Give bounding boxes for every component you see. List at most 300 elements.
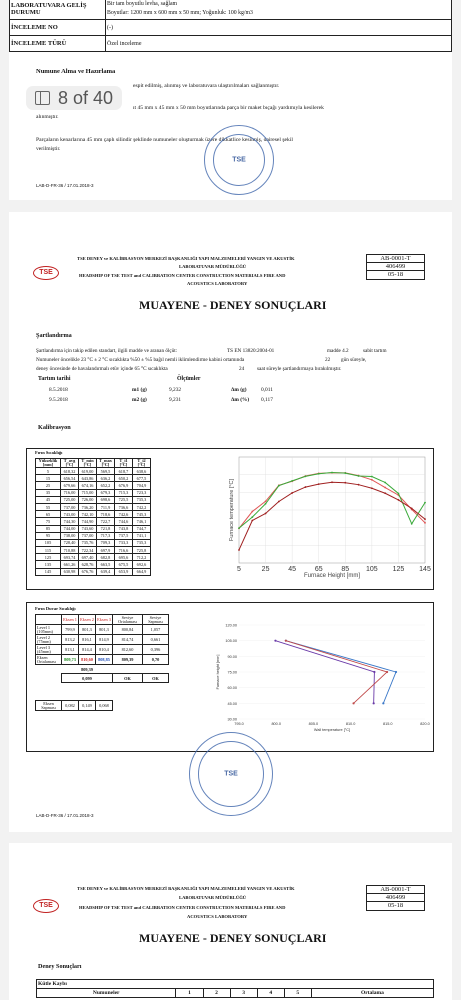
table-cell: 25 xyxy=(36,482,61,489)
y-tick-label: 75.00 xyxy=(227,670,237,675)
table-cell: 712,2 xyxy=(133,554,151,561)
tse-logo: TSE xyxy=(33,266,59,280)
table-cell: 809,39 xyxy=(113,655,143,665)
table-row xyxy=(36,532,151,539)
table-row xyxy=(36,482,151,489)
data-point xyxy=(285,640,287,642)
table-row xyxy=(36,503,151,510)
overall-average: 809,39 xyxy=(81,666,93,672)
data-point xyxy=(424,518,426,520)
table-cell: 813,1 xyxy=(62,645,79,655)
data-point xyxy=(331,481,333,483)
table-cell: 5 xyxy=(36,468,61,475)
ok-mark: OK xyxy=(143,674,169,683)
x-tick-label: 45 xyxy=(288,566,297,573)
x-tick-label: 5 xyxy=(237,566,241,573)
table-row xyxy=(36,511,151,518)
data-point xyxy=(358,475,360,477)
table-cell: 682,8 xyxy=(97,554,115,561)
table-row xyxy=(36,475,151,482)
table-cell: 715,3 xyxy=(115,489,133,496)
document-page-2 xyxy=(9,212,452,832)
table-cell: 801,3 xyxy=(79,625,96,635)
table-cell: 0,661 xyxy=(143,635,169,645)
data-point xyxy=(344,472,346,474)
table-cell: 816,1 xyxy=(79,635,96,645)
table-cell: 663,5 xyxy=(97,561,115,568)
days-value: 22 xyxy=(325,357,331,363)
column-header: Yükseklik [mm] xyxy=(36,459,61,468)
weighing-date: 8.5.2018 xyxy=(49,387,68,393)
section-heading: Deney Sonuçları xyxy=(38,963,82,970)
data-point xyxy=(318,483,320,485)
table-cell: 735,3 xyxy=(133,539,151,546)
table-cell: 676,76 xyxy=(79,568,97,575)
paragraph: Şartlandırma için takip edilen standart, ilgili madde ve aranan ölçüt: xyxy=(36,348,178,354)
data-point xyxy=(358,484,360,486)
data-point xyxy=(371,487,373,489)
page-title: MUAYENE - DENEY SONUÇLARI xyxy=(139,931,327,945)
table-cell: 737,00 xyxy=(79,532,97,539)
table-cell: 715,00 xyxy=(79,489,97,496)
x-tick-label: 805.0 xyxy=(308,722,319,726)
column-header: T_i1 [°C] xyxy=(115,459,133,468)
table-cell: 722,7 xyxy=(97,518,115,525)
header-line: LABORATUVAR MÜDÜRLÜĞÜ xyxy=(179,895,247,900)
table-cell: 679,3 xyxy=(97,489,115,496)
data-point xyxy=(251,511,253,513)
header-line: TSE DENEY ve KALİBRASYON MERKEZİ BAŞKANLIĞI YAPI MALZEMELERİ YANGIN VE AKUSTİK xyxy=(77,886,295,891)
x-tick-label: 125 xyxy=(392,566,405,573)
x-tick-label: 65 xyxy=(314,566,323,573)
table-cell: 742,2 xyxy=(133,503,151,510)
furnace-temp-block xyxy=(26,448,434,590)
table-cell: 0,149 xyxy=(79,701,96,711)
table-cell: 65 xyxy=(36,511,61,518)
table-cell: 744,30 xyxy=(61,518,79,525)
table-cell: 643,86 xyxy=(79,475,97,482)
data-point xyxy=(382,702,384,704)
paragraph: ıt 45 mm x 45 mm x 50 mm boyutlarında parça bir maket bıçağı yardımıyla kesilerek xyxy=(133,105,324,111)
row-label: Level 2 (75mm) xyxy=(36,635,62,645)
data-point xyxy=(344,482,346,484)
table-cell: 653,9 xyxy=(115,568,133,575)
table-cell: 800,84 xyxy=(113,625,143,635)
table-cell: 812,60 xyxy=(113,645,143,655)
table-cell: 125 xyxy=(36,554,61,561)
x-tick-label: 810.0 xyxy=(345,722,356,726)
data-point xyxy=(291,492,293,494)
table-cell: 737,5 xyxy=(115,532,133,539)
wall-temp-block xyxy=(26,602,434,752)
data-point xyxy=(305,475,307,477)
row-label: Eksen Sapması xyxy=(36,701,62,711)
row-label: Level 3 (45mm) xyxy=(36,645,62,655)
table-row xyxy=(36,568,151,575)
table-cell: 85 xyxy=(36,525,61,532)
document-number: 406499 xyxy=(367,263,424,271)
column-header: 4 xyxy=(257,989,284,998)
clause-ref: madde 4.2 xyxy=(327,348,349,354)
table-cell: 738,00 xyxy=(61,532,79,539)
table-cell: 709,3 xyxy=(97,539,115,546)
y-tick-label: 45.00 xyxy=(227,701,237,706)
document-code: AB-0001-T xyxy=(367,886,424,894)
document-code-box xyxy=(366,885,425,911)
info-value: (-) xyxy=(106,20,452,36)
table-cell: 676,9 xyxy=(115,482,133,489)
table-cell: 638,6 xyxy=(133,468,151,475)
measurements-label: Ölçümler xyxy=(177,376,201,382)
table-cell: 728,40 xyxy=(61,539,79,546)
table-cell: 674,16 xyxy=(79,482,97,489)
table-cell: 618,32 xyxy=(61,468,79,475)
section-heading: Numune Alma ve Hazırlama xyxy=(36,68,116,75)
page-counter-badge xyxy=(26,86,122,110)
table-cell: 679,66 xyxy=(61,482,79,489)
table-cell: 733,3 xyxy=(115,539,133,546)
header-line: LABORATUVAR MÜDÜRLÜĞÜ xyxy=(179,264,247,269)
column-header: Numuneler xyxy=(37,989,176,998)
paragraph: Numuneler öncelikle 23 °C ± 2 °C sıcaklıkta %50 ± %5 bağıl nemli iklimlendirme kabini ortamında xyxy=(36,357,245,363)
table-cell: 75 xyxy=(36,518,61,525)
section-heading: Şartlandırma xyxy=(36,332,72,339)
weighing-date: 9.5.2018 xyxy=(49,397,68,403)
table-cell: 814,4 xyxy=(79,645,96,655)
paragraph: deney öncesinde de havalandırmalı etüv içinde 65 °C sıcaklıkta xyxy=(36,366,168,372)
header-line: HEADSHIP OF TSE TEST and CALIBRATION CENTER CONSTRUCTION MATERIALS FIRE AND xyxy=(79,905,286,910)
column-header: Eksen 3 xyxy=(96,615,113,625)
y-tick-label: 60.00 xyxy=(227,686,237,691)
data-point xyxy=(265,513,267,515)
paragraph: sabit tartım xyxy=(363,348,387,354)
table-cell: 664,9 xyxy=(133,568,151,575)
table-cell: 746,1 xyxy=(133,518,151,525)
header-line: TSE DENEY ve KALİBRASYON MERKEZİ BAŞKANLIĞI YAPI MALZEMELERİ YANGIN VE AKUSTİK xyxy=(77,256,295,261)
furnace-temp-table xyxy=(35,458,151,576)
ok-mark: OK xyxy=(113,674,143,683)
table-cell: 95 xyxy=(36,532,61,539)
table-cell: 652,2 xyxy=(97,482,115,489)
table-cell: 742,10 xyxy=(79,511,97,518)
table-cell: 692,6 xyxy=(133,561,151,568)
paragraph: verilmiştir. xyxy=(36,146,61,152)
document-revision: 05-18 xyxy=(387,902,404,909)
data-point xyxy=(411,508,413,510)
table-cell: 697,40 xyxy=(79,554,97,561)
column-header: T_i2 [°C] xyxy=(133,459,151,468)
data-point xyxy=(424,522,426,524)
y-tick-label: 120.00 xyxy=(225,623,237,628)
table-cell: 814,74 xyxy=(113,635,143,645)
table-cell: 735,76 xyxy=(79,539,97,546)
y-tick-label: 90.00 xyxy=(227,654,237,659)
hours-value: 24 xyxy=(239,366,245,372)
column-header: 3 xyxy=(230,989,257,998)
header-line: HEADSHIP OF TSE TEST and CALIBRATION CENTER CONSTRUCTION MATERIALS FIRE AND xyxy=(79,273,286,278)
data-point xyxy=(386,671,388,673)
wall-temp-chart xyxy=(211,621,433,733)
y-tick-label: 105.00 xyxy=(225,639,237,644)
data-point xyxy=(398,499,400,501)
table-title: Fırın Duvar Sıcaklığı xyxy=(35,606,76,611)
table-cell: 809,73 xyxy=(62,655,79,665)
table-cell: 115 xyxy=(36,547,61,554)
column-header: T_min [°C] xyxy=(79,459,97,468)
page-icon xyxy=(35,91,50,105)
data-point xyxy=(274,640,276,642)
table-cell: 735,3 xyxy=(133,496,151,503)
table-cell: 716,6 xyxy=(115,547,133,554)
table-cell: 695,6 xyxy=(115,554,133,561)
table-cell: 741,1 xyxy=(133,532,151,539)
data-point xyxy=(278,485,280,487)
table-row xyxy=(36,625,169,635)
delta-label: Δm (g) xyxy=(231,387,247,393)
table-cell: 723,3 xyxy=(133,489,151,496)
column-header: 5 xyxy=(284,989,311,998)
table-cell: 619,00 xyxy=(79,468,97,475)
info-value: Özel inceleme xyxy=(106,36,452,52)
document-code-box xyxy=(366,254,425,280)
table-cell: 650,2 xyxy=(115,475,133,482)
table-cell: 639,4 xyxy=(97,568,115,575)
column-header: Seviye Sapması xyxy=(143,615,169,625)
weighing-date-label: Tartım tarihi xyxy=(38,376,71,382)
document-page-3 xyxy=(9,843,452,1000)
column-header: Eksen 1 xyxy=(62,615,79,625)
table-title: Fırın Sıcaklığı xyxy=(35,450,63,455)
table-row xyxy=(36,468,151,475)
mass-label: m1 (g) xyxy=(132,387,147,393)
table-cell: 726,00 xyxy=(79,496,97,503)
y-axis-label: Furnace height [mm] xyxy=(216,654,220,690)
wall-temp-table xyxy=(35,614,169,711)
data-point xyxy=(411,523,413,525)
table-cell: 716,00 xyxy=(61,489,79,496)
table-row xyxy=(36,645,169,655)
header-line: ACOUSTICS LABORATORY xyxy=(187,914,248,919)
data-point xyxy=(251,516,253,518)
table-cell: 45 xyxy=(36,496,61,503)
table-cell: 801,3 xyxy=(96,625,113,635)
data-point xyxy=(371,476,373,478)
mass-label: m2 (g) xyxy=(132,397,147,403)
table-cell: 15 xyxy=(36,475,61,482)
table-cell: 799,9 xyxy=(62,625,79,635)
x-tick-label: 800.0 xyxy=(271,722,281,726)
table-cell: 35 xyxy=(36,489,61,496)
data-point xyxy=(373,671,375,673)
info-value: Bir tam boyutlu levha, sağlam xyxy=(107,1,178,7)
standard-ref: TS EN 13820:2004-01 xyxy=(227,348,275,354)
x-tick-label: 105 xyxy=(366,566,378,573)
delta-value: 0,117 xyxy=(261,397,273,403)
table-cell: 737,00 xyxy=(61,503,79,510)
table-row xyxy=(36,635,169,645)
header-line: ACOUSTICS LABORATORY xyxy=(187,281,248,286)
table-cell: 810,60 xyxy=(79,655,96,665)
data-point xyxy=(265,500,267,502)
table-cell: 704,9 xyxy=(133,482,151,489)
y-axis-label: Furnace temperature [°C] xyxy=(229,478,235,542)
data-point xyxy=(424,502,426,504)
info-table xyxy=(9,0,452,52)
document-code: AB-0001-T xyxy=(367,255,424,263)
document-number: 406499 xyxy=(367,894,424,902)
table-row-label: LABORATUVARA GELİŞ DURUMU xyxy=(10,0,106,20)
page-counter-text: 8 of 40 xyxy=(58,87,114,108)
paragraph: alınmıştır. xyxy=(36,114,59,120)
stamp-seal: TSE xyxy=(189,732,273,816)
table-cell: 675,5 xyxy=(115,561,133,568)
table-cell: 717,3 xyxy=(97,532,115,539)
overall-deviation: 0,099 xyxy=(62,674,113,683)
document-revision: 05-18 xyxy=(387,271,404,278)
data-point xyxy=(238,527,240,529)
paragraph: Parçaların kenarlarına 45 mm çaplı silindir şeklinde numuneler oluşturmak üzere dikkatlice kesilmiş, dairesel şekil xyxy=(36,137,293,143)
page-footer: LAB-D-FR-36 / 17.01.2018-3 xyxy=(36,183,94,188)
x-tick-label: 795.0 xyxy=(234,722,244,726)
table-cell: 145 xyxy=(36,568,61,575)
table-cell: 711,9 xyxy=(97,503,115,510)
table-cell: 743,00 xyxy=(61,511,79,518)
table-title: Kütle Kaybı xyxy=(37,980,434,989)
table-row xyxy=(36,518,151,525)
data-point xyxy=(318,473,320,475)
table-cell: 693,74 xyxy=(61,554,79,561)
table-cell: 628,76 xyxy=(79,561,97,568)
table-cell: 736,6 xyxy=(115,503,133,510)
data-point xyxy=(265,503,267,505)
data-point xyxy=(278,501,280,503)
column-header: 2 xyxy=(203,989,230,998)
x-tick-label: 145 xyxy=(419,566,431,573)
column-header: Ortalama xyxy=(311,989,433,998)
table-cell: 718,6 xyxy=(97,511,115,518)
table-cell: 810,4 xyxy=(96,645,113,655)
table-cell: 636,2 xyxy=(97,475,115,482)
table-cell: 814,9 xyxy=(96,635,113,645)
data-point xyxy=(371,479,373,481)
table-row-label: İNCELEME TÜRÜ xyxy=(10,36,106,52)
table-cell: 0,068 xyxy=(96,701,113,711)
delta-label: Δm (%) xyxy=(231,397,250,403)
table-cell: 744,6 xyxy=(115,518,133,525)
table-row-label: İNCELEME NO xyxy=(10,20,106,36)
table-cell: 813,2 xyxy=(62,635,79,645)
data-point xyxy=(384,487,386,489)
column-header: 1 xyxy=(176,989,203,998)
table-cell: 744,00 xyxy=(61,525,79,532)
table-cell: 736,20 xyxy=(79,503,97,510)
table-cell: 677,5 xyxy=(133,475,151,482)
x-tick-label: 820.0 xyxy=(420,722,430,726)
x-tick-label: 815.0 xyxy=(383,722,393,726)
page-title: MUAYENE - DENEY SONUÇLARI xyxy=(139,298,327,312)
mass-value: 9,231 xyxy=(169,397,182,403)
column-header: Eksen 2 xyxy=(79,615,96,625)
table-cell: 744,90 xyxy=(79,518,97,525)
table-row xyxy=(36,554,151,561)
data-point xyxy=(384,492,386,494)
mass-value: 9,232 xyxy=(169,387,182,393)
data-point xyxy=(352,702,354,704)
table-cell: 55 xyxy=(36,503,61,510)
table-cell: 697,9 xyxy=(97,547,115,554)
furnace-temp-chart xyxy=(211,451,433,587)
table-cell: 630,98 xyxy=(61,568,79,575)
table-cell: 0,082 xyxy=(62,701,79,711)
table-row xyxy=(36,525,151,532)
table-row xyxy=(36,489,151,496)
table-row xyxy=(36,655,169,665)
table-cell: 721,8 xyxy=(97,525,115,532)
data-point xyxy=(291,480,293,482)
paragraph: gün süreyle, xyxy=(341,357,367,363)
table-cell: 618,7 xyxy=(115,468,133,475)
x-tick-label: 25 xyxy=(261,566,270,573)
tse-logo: TSE xyxy=(33,899,59,913)
table-row xyxy=(36,496,151,503)
table-row xyxy=(36,547,151,554)
table-row xyxy=(36,561,151,568)
data-point xyxy=(238,549,240,551)
table-cell: 722,34 xyxy=(79,547,97,554)
paragraph: espit edilmiş, alınmış ve laboratuvara ulaştırılmaları sağlanmıştır. xyxy=(133,83,280,89)
row-label: Level 1 (105mm) xyxy=(36,625,62,635)
section-heading: Kalibrasyon xyxy=(38,424,71,431)
info-value: Boyutlar: 1200 mm x 600 mm x 50 mm; Yoğunluk: 100 kg/m3 xyxy=(107,10,253,16)
table-cell: 698,6 xyxy=(97,496,115,503)
table-cell: 1,057 xyxy=(143,625,169,635)
table-cell: 0,70 xyxy=(143,655,169,665)
data-point xyxy=(331,472,333,474)
data-point xyxy=(251,520,253,522)
table-cell: 725,5 xyxy=(115,496,133,503)
table-cell: 725,8 xyxy=(133,547,151,554)
table-cell: 725,00 xyxy=(61,496,79,503)
table-cell: 745,3 xyxy=(133,511,151,518)
table-cell: 569,5 xyxy=(97,468,115,475)
column-header: T_avg [°C] xyxy=(61,459,79,468)
table-cell: 743,8 xyxy=(115,525,133,532)
table-cell: 135 xyxy=(36,561,61,568)
x-tick-label: 85 xyxy=(341,566,350,573)
data-point xyxy=(398,493,400,495)
table-row xyxy=(36,539,151,546)
table-cell: 661,26 xyxy=(61,561,79,568)
table-cell: 105 xyxy=(36,539,61,546)
data-point xyxy=(384,482,386,484)
data-point xyxy=(395,671,397,673)
data-point xyxy=(305,486,307,488)
row-label: Eksen Ortalaması xyxy=(36,655,62,665)
table-cell: 0,396 xyxy=(143,645,169,655)
stamp-seal: TSE xyxy=(204,125,274,195)
page-footer: LAB-D-FR-36 / 17.01.2018-3 xyxy=(36,813,94,818)
mass-loss-table xyxy=(36,979,434,998)
delta-value: 0,011 xyxy=(261,387,273,393)
x-axis-label: Wall temperature [°C] xyxy=(313,728,351,732)
table-cell: 743,60 xyxy=(79,525,97,532)
column-header: T_max [°C] xyxy=(97,459,115,468)
table-cell: 656,54 xyxy=(61,475,79,482)
paragraph: saat süreyle şartlandırmaya bırakılmıştır. xyxy=(257,366,342,372)
data-point xyxy=(373,702,375,704)
x-axis-label: Furnace Height [mm] xyxy=(303,573,361,579)
table-cell: 744,7 xyxy=(133,525,151,532)
